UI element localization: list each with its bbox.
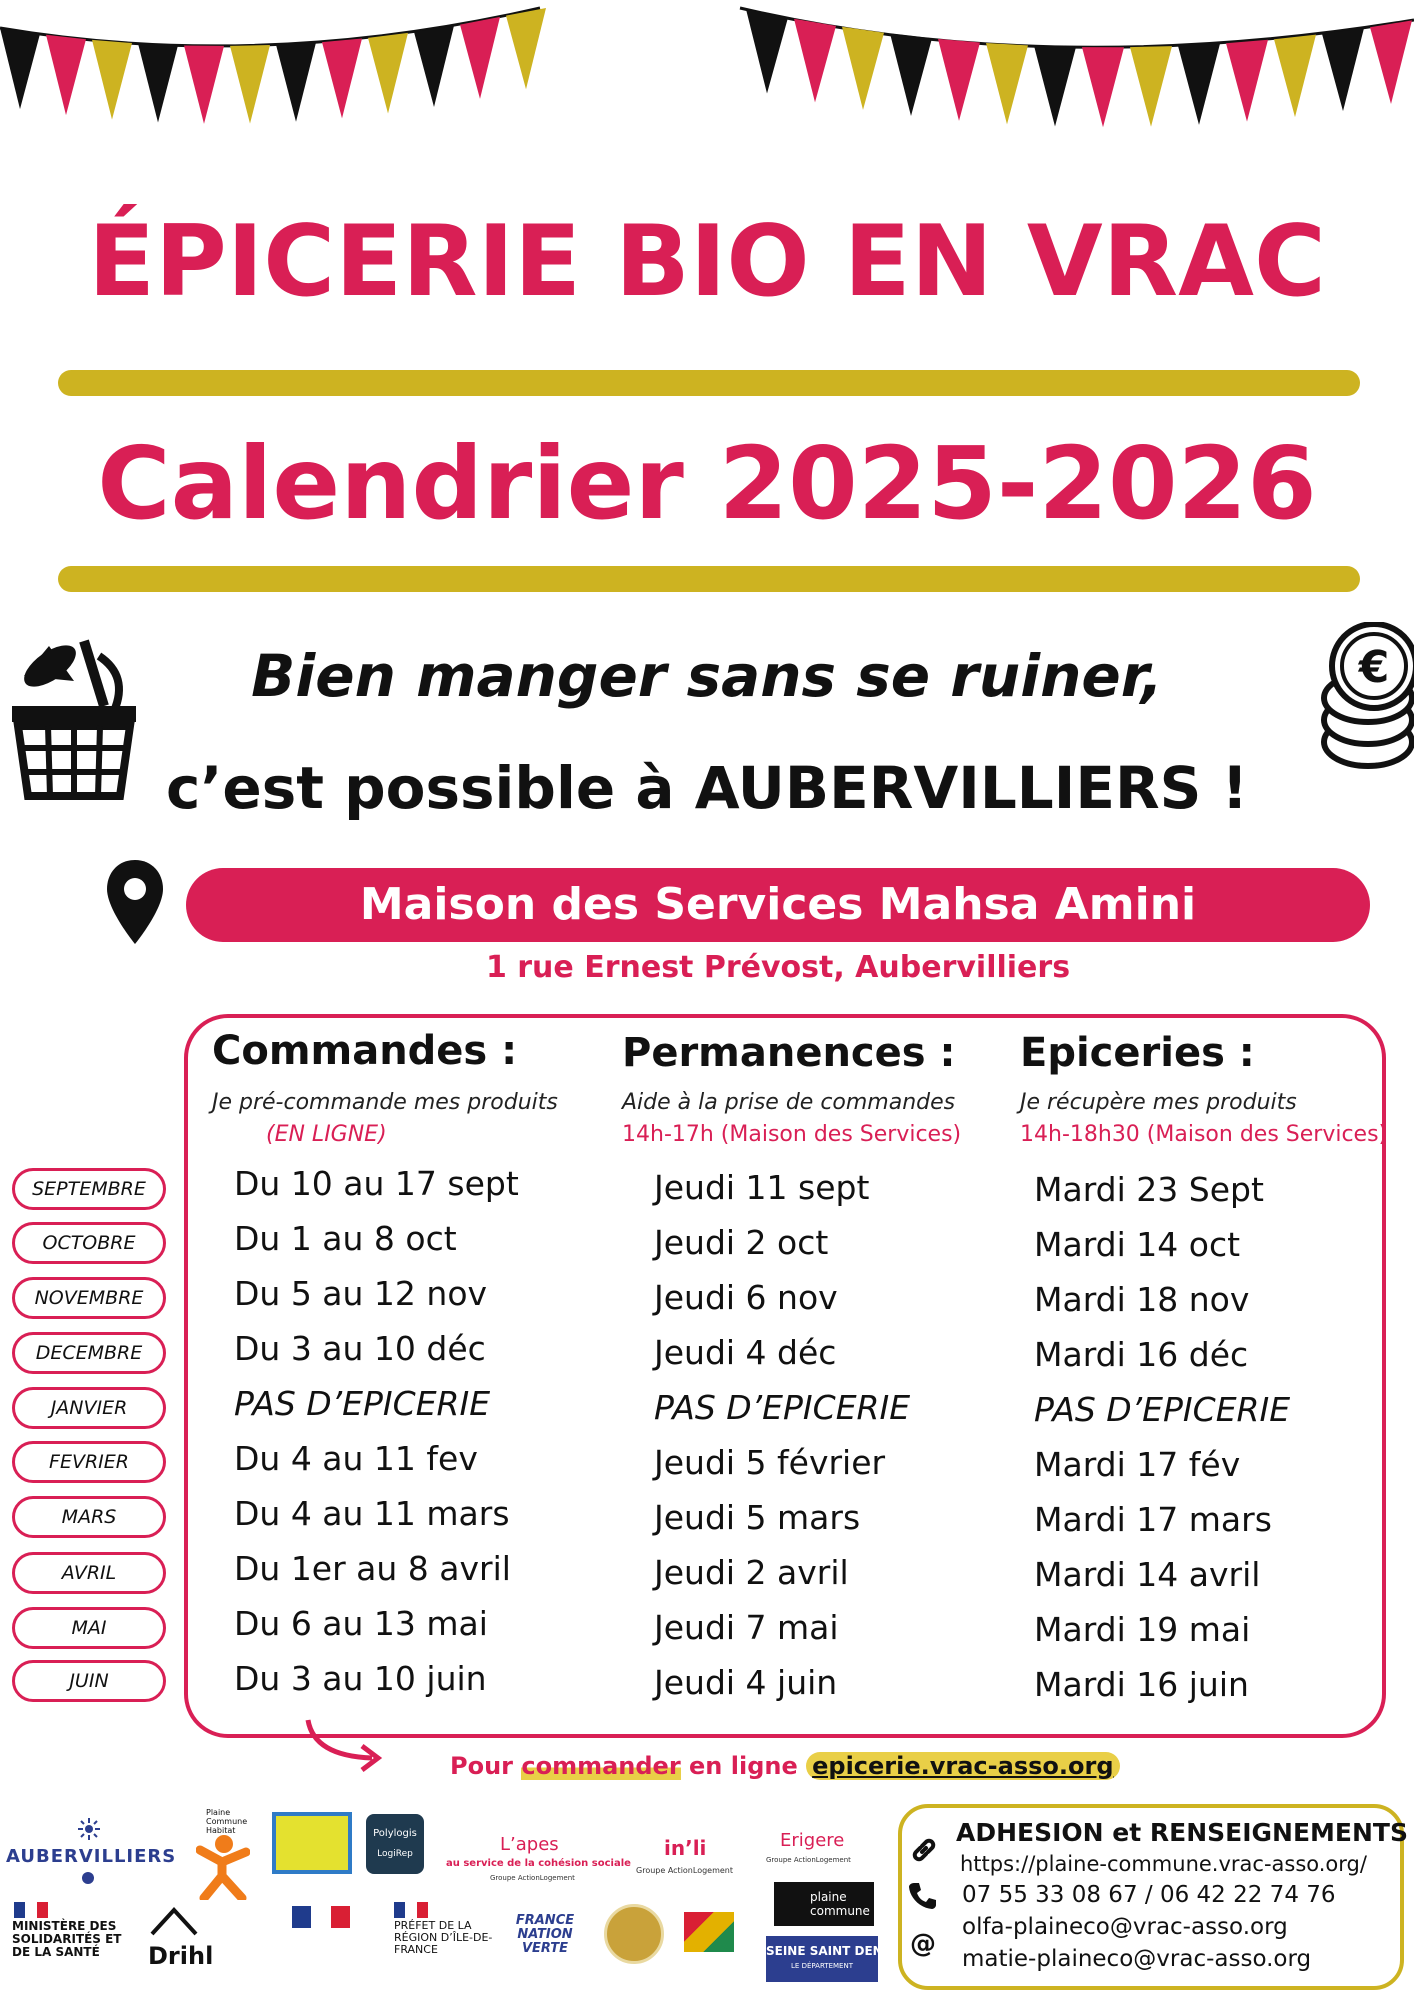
bunting-flag — [938, 39, 980, 121]
bunting-flag — [92, 40, 132, 120]
info-phones: 07 55 33 08 67 / 06 42 22 74 76 — [962, 1882, 1336, 1908]
plaine-commune-label: plaine commune — [810, 1890, 870, 1918]
bunting-flag — [1178, 44, 1220, 125]
agir-logo — [684, 1912, 734, 1962]
drihl-logo: Drihl — [148, 1942, 214, 1970]
epiceries-entry: Mardi 16 déc — [1034, 1335, 1249, 1374]
month-label: AVRIL — [12, 1552, 166, 1594]
lapes-subtitle: au service de la cohésion sociale — [446, 1858, 631, 1869]
plaine-commune-logo — [774, 1882, 874, 1926]
commandes-entry: Du 1 au 8 oct — [234, 1219, 457, 1258]
month-label: DECEMBRE — [12, 1332, 166, 1374]
bunting-flag — [842, 27, 884, 110]
bunting-flag — [138, 43, 178, 122]
curved-arrow-icon — [300, 1716, 390, 1776]
epiceries-entry: Mardi 17 mars — [1034, 1500, 1272, 1539]
slogan-line-1: Bien manger sans se ruiner, — [251, 642, 1163, 710]
epiceries-entry: Mardi 16 juin — [1034, 1665, 1249, 1704]
month-label: JUIN — [12, 1660, 166, 1702]
housing-logo — [272, 1812, 352, 1874]
bunting-flag — [460, 17, 500, 99]
bunting-flag — [368, 33, 408, 114]
polylogis-logo — [366, 1814, 424, 1874]
aubervilliers-dot — [82, 1872, 94, 1884]
month-label: OCTOBRE — [12, 1222, 166, 1264]
bunting-flag — [1082, 47, 1124, 127]
lapes-group: Groupe ActionLogement — [490, 1874, 575, 1882]
bunting-flag — [1226, 40, 1268, 122]
bunting-flag — [1370, 20, 1412, 104]
permanences-note: 14h-17h (Maison des Services) — [622, 1122, 962, 1147]
logirep-label: LogiRep — [377, 1849, 413, 1859]
order-online-line — [450, 1752, 1120, 1780]
bunting-flag — [1322, 28, 1364, 111]
page-subtitle: Calendrier 2025-2026 — [97, 425, 1317, 542]
plaine-commune-habitat-figure-icon — [196, 1828, 250, 1900]
commandes-entry: Du 5 au 12 nov — [234, 1274, 488, 1313]
epiceries-entry: Mardi 18 nov — [1034, 1280, 1250, 1319]
bunting-flag — [506, 8, 546, 89]
order-text-pre: Pour — [450, 1752, 522, 1780]
france-nation-verte-logo: FRANCE NATION VERTE — [515, 1913, 575, 1956]
bunting-decoration — [0, 0, 1414, 150]
bunting-flag — [890, 34, 932, 117]
sun-emblem-icon — [78, 1818, 100, 1840]
svg-text:@: @ — [910, 1929, 936, 1958]
epiceries-entry: Mardi 17 fév — [1034, 1445, 1241, 1484]
permanences-title: Permanences : — [622, 1030, 956, 1076]
epiceries-entry: Mardi 19 mai — [1034, 1610, 1251, 1649]
commandes-entry: Du 4 au 11 fev — [234, 1439, 478, 1478]
bunting-flag — [322, 38, 362, 118]
prefet-flag-icon — [292, 1906, 350, 1928]
phone-icon — [908, 1880, 938, 1910]
bunting-flag — [276, 43, 316, 122]
month-label: FEVRIER — [12, 1441, 166, 1483]
commandes-entry: Du 3 au 10 juin — [234, 1659, 487, 1698]
commandes-entry: Du 10 au 17 sept — [234, 1164, 519, 1203]
at-sign-icon — [908, 1928, 938, 1958]
ministere-logo: MINISTÈRE DES SOLIDARITÉS ET DE LA SANTÉ — [12, 1919, 122, 1959]
permanences-entry: Jeudi 2 avril — [654, 1553, 849, 1592]
lapes-logo: L’apes — [500, 1834, 559, 1855]
info-email-2[interactable]: matie-plaineco@vrac-asso.org — [962, 1946, 1312, 1972]
prefet-region-flag-icon — [394, 1902, 428, 1918]
inli-logo: in’li — [664, 1836, 707, 1860]
info-website[interactable]: https://plaine-commune.vrac-asso.org/ — [960, 1852, 1367, 1876]
bunting-flag — [414, 26, 454, 107]
info-title: ADHESION et RENSEIGNEMENTS — [956, 1818, 1408, 1847]
erigere-logo: Erigere — [780, 1830, 845, 1851]
seine-saint-denis-label: SEINE SAINT DENIS — [766, 1944, 896, 1958]
gold-divider-top — [58, 370, 1360, 396]
month-label: JANVIER — [12, 1387, 166, 1429]
permanences-entry: Jeudi 2 oct — [654, 1223, 829, 1262]
permanences-entry: PAS D’EPICERIE — [654, 1388, 911, 1427]
epiceries-note: 14h-18h30 (Maison des Services) — [1020, 1122, 1388, 1147]
page-title: ÉPICERIE BIO EN VRAC — [88, 205, 1326, 319]
commandes-entry: PAS D’EPICERIE — [234, 1384, 491, 1423]
commandes-title: Commandes : — [212, 1028, 518, 1074]
bunting-flag — [1034, 46, 1076, 127]
plaine-commune-habitat-logo: Plaine Commune Habitat — [206, 1808, 248, 1835]
epiceries-entry: PAS D’EPICERIE — [1034, 1390, 1291, 1429]
le-departement-label: LE DÉPARTEMENT — [791, 1962, 853, 1970]
erigere-group: Groupe ActionLogement — [766, 1856, 851, 1864]
order-text-highlight: commander — [521, 1752, 681, 1780]
permanences-entry: Jeudi 11 sept — [654, 1168, 870, 1207]
house-roof-icon — [148, 1906, 200, 1936]
basket-icon — [4, 636, 144, 812]
bunting-flag — [46, 35, 86, 115]
bunting-flag — [746, 9, 788, 93]
permanences-entry: Jeudi 4 juin — [654, 1663, 838, 1702]
commandes-subtitle: Je pré-commande mes produits — [212, 1090, 558, 1115]
permanences-entry: Jeudi 6 nov — [654, 1278, 838, 1317]
bunting-flag — [0, 28, 40, 109]
commandes-entry: Du 1er au 8 avril — [234, 1549, 511, 1588]
venue-address: 1 rue Ernest Prévost, Aubervilliers — [485, 950, 1071, 985]
commandes-entry: Du 4 au 11 mars — [234, 1494, 510, 1533]
marianne-flag-icon — [14, 1902, 48, 1918]
polylogis-label: Polylogis — [373, 1828, 417, 1839]
commandes-entry: Du 6 au 13 mai — [234, 1604, 488, 1643]
bunting-flag — [1130, 46, 1172, 127]
commandes-entry: Du 3 au 10 déc — [234, 1329, 486, 1368]
epiceries-entry: Mardi 14 oct — [1034, 1225, 1241, 1264]
euro-coins-icon — [1310, 622, 1414, 772]
order-text-post: en ligne — [680, 1752, 807, 1780]
commandes-note: (EN LIGNE) — [266, 1122, 387, 1147]
bunting-flag — [230, 45, 270, 124]
bunting-flag — [184, 45, 224, 123]
epiceries-title: Epiceries : — [1020, 1030, 1255, 1076]
bunting-flag — [794, 19, 836, 103]
projet-alimentaire-logo — [604, 1904, 664, 1964]
inli-group: Groupe ActionLogement — [636, 1866, 734, 1875]
slogan-line-2: c’est possible à AUBERVILLIERS ! — [165, 754, 1249, 822]
month-label: MARS — [12, 1496, 166, 1538]
epiceries-entry: Mardi 23 Sept — [1034, 1170, 1264, 1209]
month-label: MAI — [12, 1607, 166, 1649]
venue-banner: Maison des Services Mahsa Amini — [186, 868, 1370, 942]
gold-divider-bottom — [58, 566, 1360, 592]
epiceries-entry: Mardi 14 avril — [1034, 1555, 1261, 1594]
month-label: SEPTEMBRE — [12, 1168, 166, 1210]
permanences-entry: Jeudi 5 février — [654, 1443, 886, 1482]
seine-saint-denis-logo — [766, 1936, 896, 1982]
permanences-entry: Jeudi 7 mai — [654, 1608, 839, 1647]
order-url-link[interactable]: epicerie.vrac-asso.org — [806, 1752, 1119, 1780]
bunting-flag — [986, 43, 1028, 124]
month-label: NOVEMBRE — [12, 1277, 166, 1319]
aubervilliers-logo: AUBERVILLIERS — [6, 1846, 177, 1867]
permanences-subtitle: Aide à la prise de commandes — [622, 1090, 956, 1115]
info-email-1[interactable]: olfa-plaineco@vrac-asso.org — [962, 1914, 1288, 1940]
svg-text:€: € — [1358, 642, 1390, 693]
prefet-region-logo: PRÉFET DE LA RÉGION D’ÎLE-DE-FRANCE — [394, 1919, 493, 1956]
epiceries-subtitle: Je récupère mes produits — [1020, 1090, 1297, 1115]
location-pin-icon — [104, 858, 166, 946]
permanences-entry: Jeudi 5 mars — [654, 1498, 861, 1537]
permanences-entry: Jeudi 4 déc — [654, 1333, 837, 1372]
link-icon — [910, 1836, 938, 1864]
bunting-flag — [1274, 35, 1316, 117]
